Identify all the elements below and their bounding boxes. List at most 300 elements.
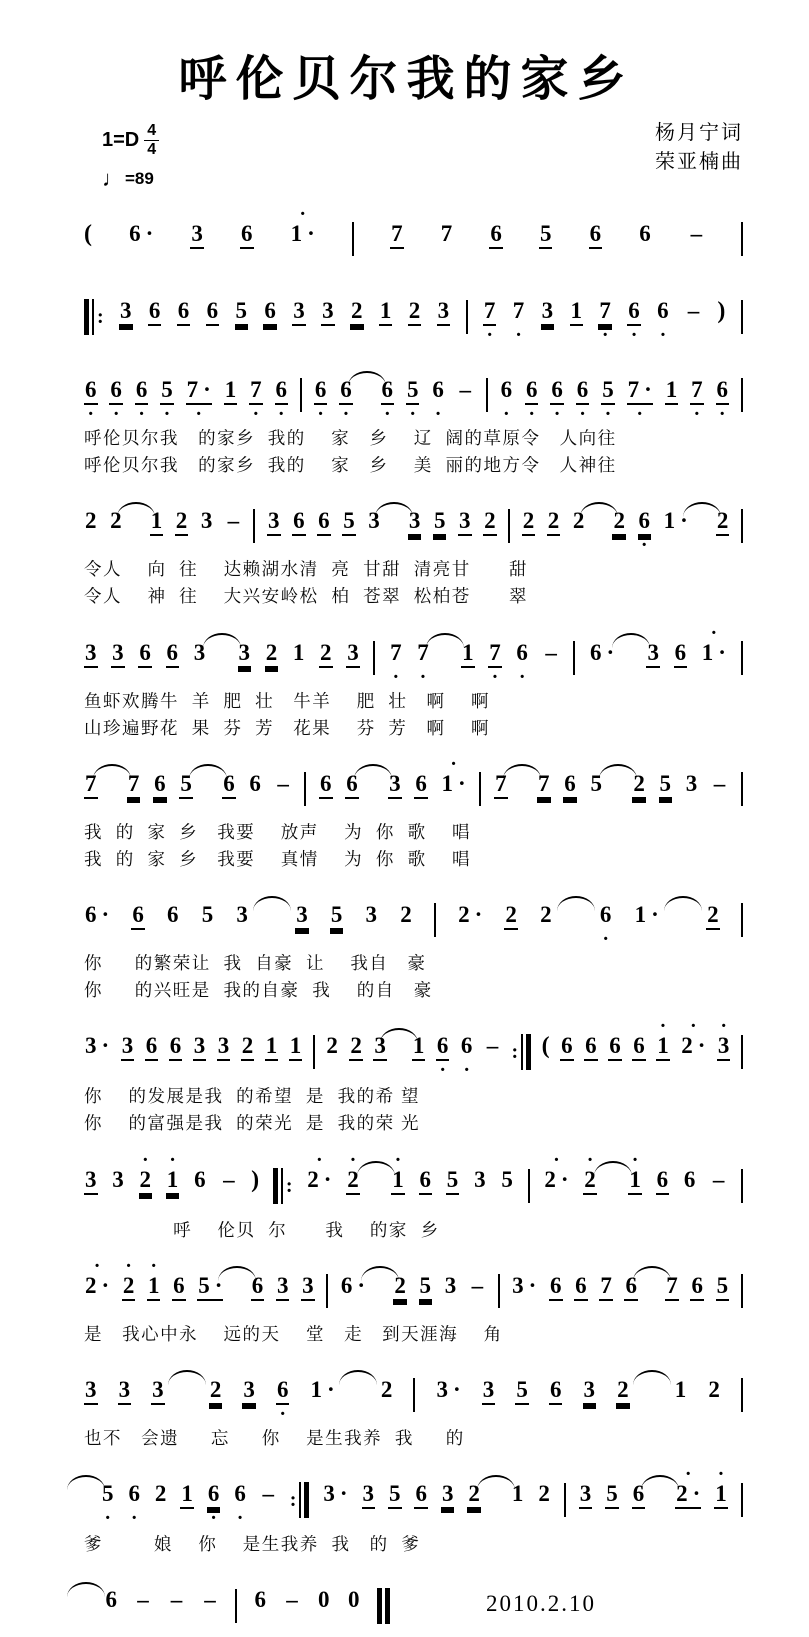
slur-arc bbox=[67, 1475, 105, 1490]
barline bbox=[508, 509, 510, 543]
note: 7 bbox=[665, 1274, 679, 1301]
note: 3 bbox=[301, 1274, 315, 1301]
note: 6 bbox=[249, 770, 261, 796]
duration-dash: – bbox=[690, 221, 703, 246]
slur-arc bbox=[67, 1582, 105, 1597]
note: 7 bbox=[127, 772, 141, 799]
note: 3 bbox=[200, 508, 213, 534]
barline bbox=[741, 1169, 743, 1203]
note: 6 bbox=[138, 641, 152, 668]
barline bbox=[741, 903, 743, 937]
augmentation-dot: · bbox=[339, 1480, 348, 1506]
note: 3 bbox=[408, 509, 422, 536]
augmentation-dot: · bbox=[214, 1272, 223, 1298]
note: 2 bbox=[110, 508, 122, 534]
note: 6 bbox=[549, 1378, 563, 1405]
slur-arc bbox=[683, 502, 721, 517]
note: 1 · bbox=[663, 508, 688, 534]
rest-note: 0 bbox=[348, 1587, 360, 1612]
note: 6 · bbox=[628, 298, 640, 346]
duration-dash: – bbox=[277, 770, 289, 796]
note: 5 bbox=[342, 509, 356, 536]
note: 2 bbox=[400, 902, 412, 927]
note: 6 · bbox=[275, 377, 288, 425]
duration-dash: – bbox=[545, 639, 557, 665]
note: 3 bbox=[217, 1034, 231, 1061]
note: 6 · bbox=[460, 1033, 473, 1082]
note: 6 · bbox=[638, 508, 650, 557]
lyrics-line: 你 的富强是我 的荣光 是 我的荣 光 bbox=[84, 1113, 420, 1134]
note: 3 bbox=[441, 1482, 455, 1509]
note: 3 bbox=[190, 222, 204, 249]
lyrics-line: 你 的繁荣让 我 自豪 让 我自 豪 bbox=[84, 953, 427, 973]
duration-dash: – bbox=[471, 1272, 484, 1298]
time-signature-denominator: 4 bbox=[147, 141, 157, 158]
note: 3 bbox=[646, 641, 660, 668]
note: 2 bbox=[380, 1376, 393, 1402]
barline bbox=[434, 903, 436, 937]
note: 6 bbox=[263, 299, 277, 326]
note: 3 bbox=[112, 1166, 124, 1192]
note: 6 bbox=[345, 772, 359, 799]
note: 6 · bbox=[500, 377, 513, 425]
slur-arc bbox=[633, 1266, 671, 1281]
note: 3 · bbox=[85, 1033, 110, 1059]
note: 6 bbox=[131, 903, 145, 930]
note: 6 bbox=[251, 1274, 265, 1301]
note: 6 bbox=[240, 222, 254, 249]
music-system bbox=[84, 1254, 743, 1348]
barline bbox=[528, 1169, 530, 1203]
barline bbox=[741, 1378, 743, 1412]
augmentation-dot: · bbox=[458, 770, 466, 796]
note: 5 bbox=[515, 1378, 529, 1405]
note: 6 · bbox=[551, 377, 563, 425]
notes-row bbox=[84, 282, 743, 348]
note: 1 bbox=[511, 1480, 524, 1506]
note: 7 · bbox=[512, 298, 525, 346]
augmentation-dot: · bbox=[323, 1166, 332, 1192]
slur-arc bbox=[203, 633, 241, 648]
note: 3 bbox=[84, 1168, 98, 1195]
augmentation-dot: · bbox=[644, 377, 652, 402]
note: 1 · bbox=[628, 1168, 642, 1195]
note: 2 bbox=[716, 509, 730, 536]
repeat-end-barline: : bbox=[290, 1482, 310, 1518]
note: 2 · bbox=[458, 902, 483, 927]
note: 3 · bbox=[512, 1272, 537, 1298]
note: 1 bbox=[379, 299, 393, 326]
duration-dash: – bbox=[223, 1166, 235, 1192]
note: 3 bbox=[583, 1378, 597, 1405]
barline bbox=[413, 1378, 415, 1412]
lyrics-line: 令人 向 往 达赖湖水清 亮 甘甜 清亮甘 甜 bbox=[84, 559, 528, 580]
parenthesis: ) bbox=[717, 298, 726, 324]
note: 2 bbox=[241, 1034, 255, 1061]
repeat-begin-barline: : bbox=[84, 299, 104, 335]
note: 6 bbox=[563, 772, 577, 799]
note: 1 bbox=[292, 639, 305, 665]
slur-arc bbox=[580, 502, 618, 517]
composer-credit: 荣亚楠曲 bbox=[655, 151, 743, 173]
slur-arc bbox=[594, 1161, 632, 1176]
duration-dash: – bbox=[170, 1587, 183, 1612]
note: 6 · bbox=[576, 377, 589, 425]
note: 1 · bbox=[166, 1168, 180, 1195]
note: 5 bbox=[659, 772, 673, 799]
note: 6 · bbox=[128, 1480, 140, 1529]
slur-arc bbox=[253, 896, 291, 911]
note: 2 bbox=[265, 641, 279, 668]
note: 6 · bbox=[516, 639, 528, 688]
notes-row bbox=[84, 752, 743, 819]
slur-arc bbox=[117, 502, 155, 517]
note: 2 bbox=[547, 509, 561, 536]
note: 3 bbox=[292, 299, 306, 326]
augmentation-dot: · bbox=[453, 1376, 461, 1402]
note: 5 bbox=[446, 1168, 460, 1195]
note: 2 bbox=[632, 772, 646, 799]
note: 6 bbox=[632, 1034, 646, 1061]
note: 3 bbox=[458, 509, 472, 536]
note: 3 bbox=[368, 508, 380, 534]
barline bbox=[573, 641, 575, 675]
barline bbox=[741, 1483, 743, 1517]
slur-arc bbox=[361, 1266, 399, 1281]
slur-arc bbox=[664, 896, 702, 911]
note: 6 bbox=[317, 509, 331, 536]
note: 5 bbox=[605, 1482, 619, 1509]
note: 7 · bbox=[417, 639, 429, 688]
barline bbox=[373, 641, 375, 675]
note: 1 · bbox=[714, 1482, 728, 1509]
note: 3 bbox=[151, 1378, 165, 1405]
augmentation-dot: · bbox=[357, 1272, 366, 1298]
barline bbox=[564, 1483, 566, 1517]
augmentation-dot: · bbox=[101, 1033, 110, 1059]
barline bbox=[235, 1589, 237, 1623]
slur-arc bbox=[168, 1370, 206, 1385]
augmentation-dot: · bbox=[101, 902, 110, 927]
note: 3 bbox=[437, 299, 451, 326]
note: 2 · · bbox=[85, 1254, 110, 1298]
note: 6 bbox=[560, 1034, 574, 1061]
note: 6 bbox=[624, 1274, 638, 1301]
note: 3 bbox=[121, 1034, 135, 1061]
note: 3 bbox=[276, 1274, 290, 1301]
slur-arc bbox=[375, 502, 413, 517]
final-barline bbox=[377, 1588, 390, 1624]
slur-arc bbox=[477, 1475, 515, 1490]
note: 6 bbox=[194, 1166, 206, 1192]
lyrics-line: 你 的发展是我 的希望 是 我的希 望 bbox=[84, 1086, 420, 1107]
note: 2 bbox=[504, 903, 518, 930]
notes-row bbox=[84, 1361, 743, 1425]
note: 2 bbox=[350, 299, 364, 326]
credits-block bbox=[655, 119, 743, 177]
note: 2 bbox=[154, 1480, 167, 1506]
note: 2 bbox=[408, 299, 422, 326]
note: 7 bbox=[599, 1274, 613, 1301]
music-system bbox=[84, 282, 743, 348]
note: 2 bbox=[538, 1480, 550, 1506]
note: 6 · bbox=[129, 221, 154, 246]
note: 6 bbox=[632, 1482, 646, 1509]
note: 6 · bbox=[716, 377, 728, 425]
notes-row bbox=[84, 1017, 743, 1083]
key-signature bbox=[102, 123, 159, 158]
lyrics-line: 呼 伦贝 尔 我 的家 乡 bbox=[84, 1219, 440, 1240]
barline bbox=[466, 300, 468, 334]
lyrics-line: 也不 会遗 忘 你 是生我养 我 的 bbox=[84, 1427, 465, 1448]
note: 6 bbox=[574, 1274, 588, 1301]
note: 6 bbox=[419, 1168, 433, 1195]
music-system bbox=[84, 1571, 743, 1637]
note: 1 bbox=[265, 1034, 279, 1061]
music-system bbox=[84, 752, 743, 873]
note: 5 bbox=[419, 1274, 433, 1301]
note: 6 bbox=[683, 1166, 696, 1192]
note: 5 bbox=[201, 902, 214, 927]
note: 6 · bbox=[657, 298, 669, 346]
note: 1 · bbox=[391, 1168, 405, 1195]
notes-row bbox=[84, 1254, 743, 1321]
note: 6 · bbox=[85, 377, 97, 425]
note: 6 bbox=[172, 1274, 186, 1301]
meta-row bbox=[84, 119, 743, 205]
note: 3 bbox=[482, 1378, 496, 1405]
note: 6 bbox=[549, 1274, 563, 1301]
key-label: 1=D bbox=[102, 129, 140, 151]
note: 6 bbox=[414, 772, 428, 799]
note: 7 bbox=[537, 772, 551, 799]
note: 1 bbox=[570, 299, 584, 326]
note: 1 bbox=[224, 378, 238, 405]
note: 3 · bbox=[717, 1034, 731, 1061]
lyrics-line: 呼伦贝尔我 的家乡 我的 家 乡 美 丽的地方令 人神往 bbox=[84, 455, 617, 476]
note: 2 bbox=[616, 1378, 630, 1405]
lyrics-line: 是 我心中永 远的天 堂 走 到天涯海 角 bbox=[84, 1323, 503, 1344]
note: 6 bbox=[222, 772, 236, 799]
note: 6 bbox=[414, 1482, 428, 1509]
parenthesis: ( bbox=[541, 1033, 550, 1060]
augmentation-dot: · bbox=[528, 1272, 537, 1298]
note: 2 bbox=[175, 509, 189, 536]
slur-arc bbox=[218, 1266, 256, 1281]
lyrics-line: 我 的 家 乡 我要 真情 为 你 歌 唱 bbox=[84, 848, 472, 869]
note: 2 bbox=[522, 509, 536, 536]
note: 6 · bbox=[234, 1480, 246, 1529]
note: 6 bbox=[319, 772, 333, 799]
note: 1 bbox=[665, 378, 679, 405]
augmentation-dot: · bbox=[203, 377, 211, 402]
note: 5 bbox=[501, 1166, 513, 1192]
slur-arc bbox=[557, 896, 595, 911]
duration-dash: – bbox=[687, 298, 700, 323]
slur-arc bbox=[599, 764, 637, 779]
note: 1 · · bbox=[701, 621, 726, 665]
barline bbox=[300, 378, 302, 412]
lyrics-line: 令人 神 往 大兴安岭松 柏 苍翠 松柏苍 翠 bbox=[84, 586, 528, 607]
note: 1 · · bbox=[290, 203, 315, 246]
note: 2 bbox=[483, 509, 497, 536]
note: 2 · · bbox=[681, 1015, 706, 1059]
slur-arc bbox=[503, 764, 541, 779]
note: 2 · · bbox=[307, 1148, 332, 1192]
note: 6 bbox=[105, 1587, 117, 1612]
slur-arc bbox=[612, 633, 650, 648]
duration-dash: – bbox=[712, 1166, 725, 1192]
notes-row bbox=[84, 621, 743, 688]
lyrics-line: 山珍遍野花 果 芬 芳 花果 芬 芳 啊 啊 bbox=[84, 717, 490, 738]
note: 2 bbox=[708, 1376, 720, 1402]
note: 6 bbox=[254, 1587, 266, 1612]
duration-dash: – bbox=[262, 1480, 275, 1506]
barline bbox=[741, 1035, 743, 1069]
barline bbox=[352, 222, 354, 256]
composition-date: 2010.2.10 bbox=[486, 1591, 596, 1616]
note: 6 · bbox=[340, 1272, 366, 1298]
slur-arc bbox=[189, 764, 227, 779]
note: 6 bbox=[167, 902, 179, 927]
slur-arc bbox=[426, 633, 464, 648]
note: 1 · bbox=[310, 1376, 335, 1402]
note: 5 · bbox=[406, 377, 419, 425]
barline bbox=[479, 772, 481, 806]
augmentation-dot: · bbox=[307, 221, 315, 246]
note: 2 bbox=[706, 903, 720, 930]
barline bbox=[741, 300, 743, 334]
note: 2 · bbox=[139, 1168, 153, 1195]
note: 2 bbox=[572, 508, 585, 534]
music-system bbox=[84, 1361, 743, 1452]
note: 1 · bbox=[656, 1034, 670, 1061]
note: 3 bbox=[579, 1482, 593, 1509]
barline bbox=[741, 509, 743, 543]
note: 5 · bbox=[161, 377, 173, 425]
note: 5 · bbox=[101, 1480, 114, 1529]
augmentation-dot: · bbox=[692, 1480, 701, 1506]
note: 7 · bbox=[489, 639, 501, 688]
note: 3 bbox=[84, 641, 98, 668]
note: 2 · bbox=[583, 1168, 597, 1195]
note: 6 · bbox=[276, 1376, 289, 1425]
note: 5 bbox=[235, 299, 249, 326]
slur-arc bbox=[357, 1161, 395, 1176]
lyrics-line: 呼伦贝尔我 的家乡 我的 家 乡 辽 阔的草原令 人向往 bbox=[84, 428, 617, 448]
barline bbox=[326, 1274, 328, 1308]
note: 6 · bbox=[599, 902, 612, 950]
duration-dash: – bbox=[486, 1033, 499, 1059]
note: 1 · bbox=[634, 902, 659, 927]
augmentation-dot: · bbox=[606, 639, 615, 665]
music-system bbox=[84, 492, 743, 610]
note: 1 bbox=[180, 1482, 194, 1509]
duration-dash: – bbox=[713, 770, 726, 796]
augmentation-dot: · bbox=[697, 1033, 706, 1059]
note: 3 bbox=[238, 641, 252, 668]
note: 2 bbox=[467, 1482, 481, 1509]
tempo-marking bbox=[102, 166, 159, 192]
note: 3 bbox=[118, 1378, 132, 1405]
note: 2 bbox=[319, 641, 333, 668]
augmentation-dot: · bbox=[474, 902, 483, 927]
music-system bbox=[84, 1462, 743, 1558]
notes-row bbox=[84, 205, 743, 269]
rest-note: 0 bbox=[318, 1587, 330, 1612]
slur-arc bbox=[354, 764, 392, 779]
note: 2 bbox=[612, 509, 626, 536]
note: 7 · · bbox=[627, 377, 652, 425]
note: 3 bbox=[365, 902, 378, 927]
note: 5 bbox=[716, 1274, 730, 1301]
notes-row bbox=[84, 886, 743, 950]
note: 6 bbox=[166, 641, 180, 668]
note: 5 · bbox=[602, 377, 614, 425]
note: 6 bbox=[153, 772, 167, 799]
note: 7 · bbox=[390, 639, 402, 688]
note: 3 bbox=[119, 299, 133, 326]
note: 7 · bbox=[483, 298, 496, 346]
barline bbox=[741, 1274, 743, 1308]
note: 2 bbox=[326, 1033, 338, 1059]
note: 2 · · bbox=[675, 1482, 701, 1509]
slur-arc bbox=[380, 1028, 418, 1043]
note: 6 bbox=[489, 222, 503, 249]
slur-arc bbox=[339, 1370, 377, 1385]
time-signature-numerator: 4 bbox=[144, 123, 159, 141]
note: 3 bbox=[346, 641, 360, 668]
barline bbox=[253, 509, 255, 543]
barline bbox=[304, 772, 306, 806]
note: 6 · bbox=[314, 377, 327, 425]
note: 5 bbox=[179, 772, 193, 799]
note: 5 · bbox=[197, 1274, 223, 1301]
note: 6 bbox=[148, 299, 162, 326]
music-systems bbox=[84, 205, 743, 1637]
note: 6 bbox=[145, 1034, 159, 1061]
augmentation-dot: · bbox=[560, 1166, 569, 1192]
note: 3 bbox=[444, 1272, 457, 1298]
note: 3 bbox=[321, 299, 335, 326]
note: 3 bbox=[685, 770, 698, 796]
duration-dash: – bbox=[227, 508, 240, 534]
barline bbox=[313, 1035, 315, 1069]
music-system bbox=[84, 886, 743, 1004]
note: 6 · bbox=[85, 902, 110, 927]
note: 2 · bbox=[122, 1274, 136, 1301]
note: 2 bbox=[349, 1034, 363, 1061]
barline bbox=[741, 378, 743, 412]
note: 2 bbox=[393, 1274, 407, 1301]
duration-dash: – bbox=[459, 377, 472, 402]
lyrics-line: 鱼虾欢腾牛 羊 肥 壮 牛羊 肥 壮 啊 啊 bbox=[84, 690, 490, 711]
note: 5 bbox=[433, 509, 447, 536]
note: 6 bbox=[206, 299, 220, 326]
note: 3 bbox=[541, 299, 555, 326]
note: 3 bbox=[193, 1034, 207, 1061]
note: 2 bbox=[209, 1378, 223, 1405]
note: 3 · bbox=[436, 1376, 461, 1402]
note: 1 bbox=[674, 1376, 687, 1402]
repeat-begin-barline: : bbox=[273, 1168, 293, 1204]
note: 5 bbox=[388, 1482, 402, 1509]
music-system bbox=[84, 361, 743, 479]
duration-dash: – bbox=[204, 1587, 216, 1612]
note: 6 bbox=[656, 1168, 670, 1195]
note: 3 bbox=[236, 902, 248, 927]
note: 6 · bbox=[436, 1033, 449, 1082]
